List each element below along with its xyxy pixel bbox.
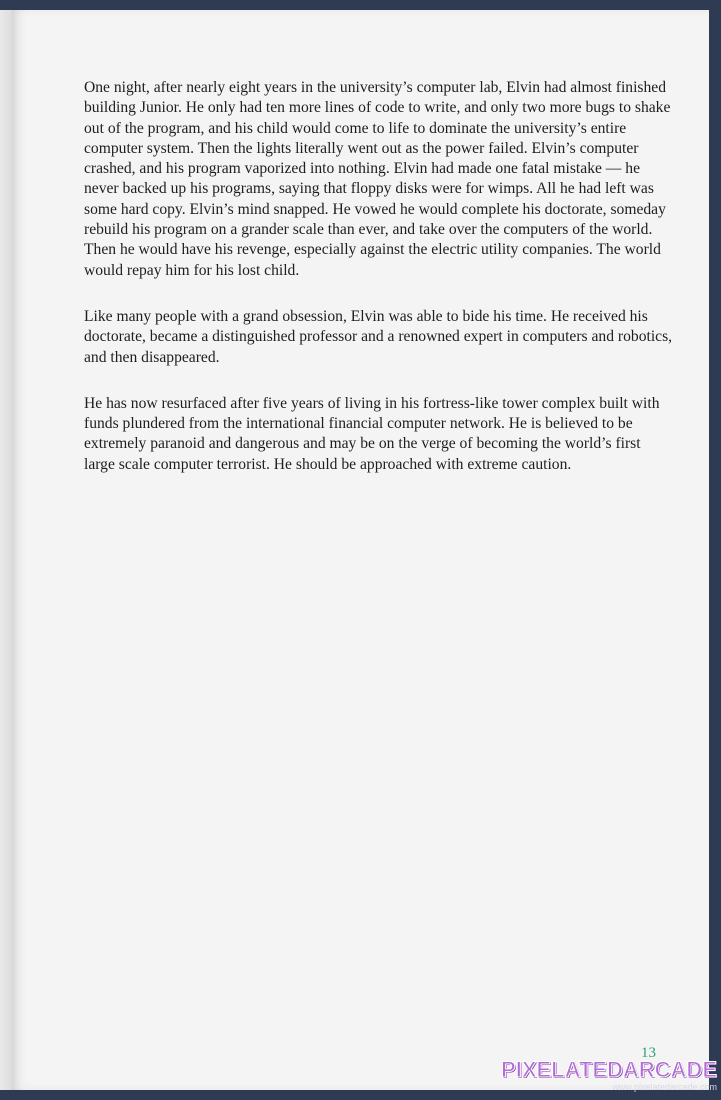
page-number: 13 — [641, 1045, 656, 1061]
watermark-url: www.pixelatedarcade.com — [612, 1082, 717, 1092]
watermark-logo: PIXELATEDARCADE — [501, 1057, 717, 1082]
manual-page — [12, 10, 709, 1090]
watermark — [501, 1059, 717, 1092]
page-binding-edge — [0, 10, 12, 1090]
paragraph-3: He has now resurfaced after five years of living in his fortress-like tower complex built with funds plundered from the international financial computer network. He is believed to be extremely paranoid and dangerous and may be on the verge of becoming the world’s first large scale computer terrorist. He should be approached with extreme caution. — [84, 394, 660, 473]
paragraph-1: One night, after nearly eight years in the university’s computer lab, Elvin had almost finished building Junior. He only had ten more lines of code to write, and only two more bugs to shake out of the program, and his child would come to life to dominate the university’s entire computer system. Then the lights literally went out as the power failed. Elvin’s computer crashed, and his program vaporized into nothing. Elvin had made one fatal mistake — he never backed up his programs, saying that floppy disks were for wimps. All he had left was some hard copy. Elvin’s mind snapped. He vowed he would complete his doctorate, someday rebuild his program on a grander scale than ever, and take over the computers of the world. Then he would have his revenge, especially against the electric utility companies. The world would repay him for his lost child. — [84, 79, 671, 279]
paragraph-2: Like many people with a grand obsession, Elvin was able to bide his time. He received his doctorate, became a distinguished professor and a renowned expert in computers and robotics, and then disappeared. — [84, 307, 673, 366]
body-text — [84, 78, 674, 501]
